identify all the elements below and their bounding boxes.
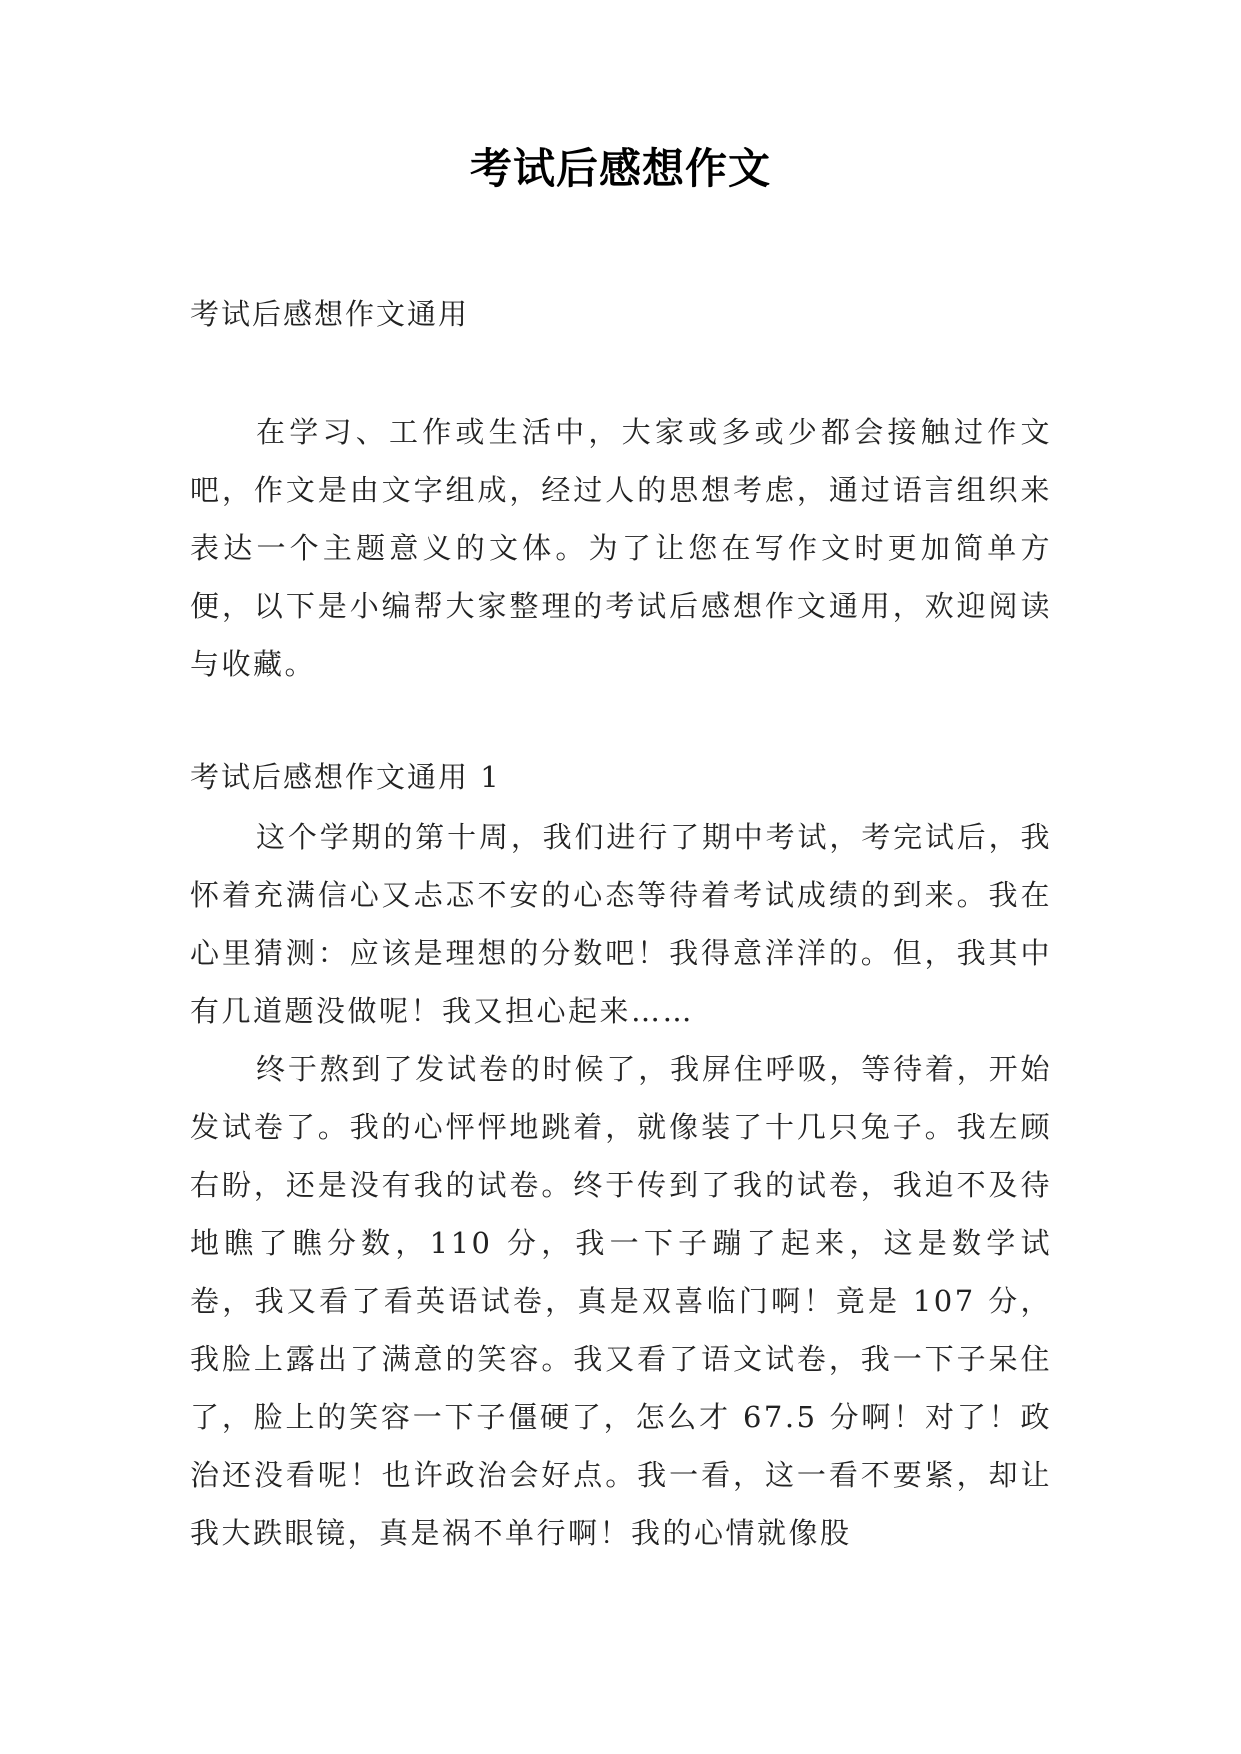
body-paragraph-2: 终于熬到了发试卷的时候了，我屏住呼吸，等待着，开始发试卷了。我的心怦怦地跳着，就像装了十几只兔子。我左顾右盼，还是没有我的试卷。终于传到了我的试卷，我迫不及待地瞧了瞧分数，110 分，我一下子蹦了起来，这是数学试卷，我又看了看英语试卷，真是双喜临门啊！竟是 107 分，我脸上露出了满意的笑容。我又看了语文试卷，我一下子呆住了，脸上的笑容一下子僵硬了，怎么才 67.5 分啊！对了！政治还没看呢！也许政治会好点。我一看，这一看不要紧，却让我大跌眼镜，真是祸不单行啊！我的心情就像股	[190, 1052, 1052, 1550]
document-title: 考试后感想作文	[469, 144, 771, 193]
body-paragraph-1: 这个学期的第十周，我们进行了期中考试，考完试后，我怀着充满信心又忐忑不安的心态等待着考试成绩的到来。我在心里猜测：应该是理想的分数吧！我得意洋洋的。但，我其中有几道题没做呢！我又担心起来……	[190, 820, 1052, 1028]
document-subtitle: 考试后感想作文通用	[190, 297, 470, 331]
intro-paragraph: 在学习、工作或生活中，大家或多或少都会接触过作文吧，作文是由文字组成，经过人的思想考虑，通过语言组织来表达一个主题意义的文体。为了让您在写作文时更加简单方便，以下是小编帮大家整理的考试后感想作文通用，欢迎阅读与收藏。	[190, 415, 1052, 681]
section-heading: 考试后感想作文通用 1	[190, 760, 501, 794]
